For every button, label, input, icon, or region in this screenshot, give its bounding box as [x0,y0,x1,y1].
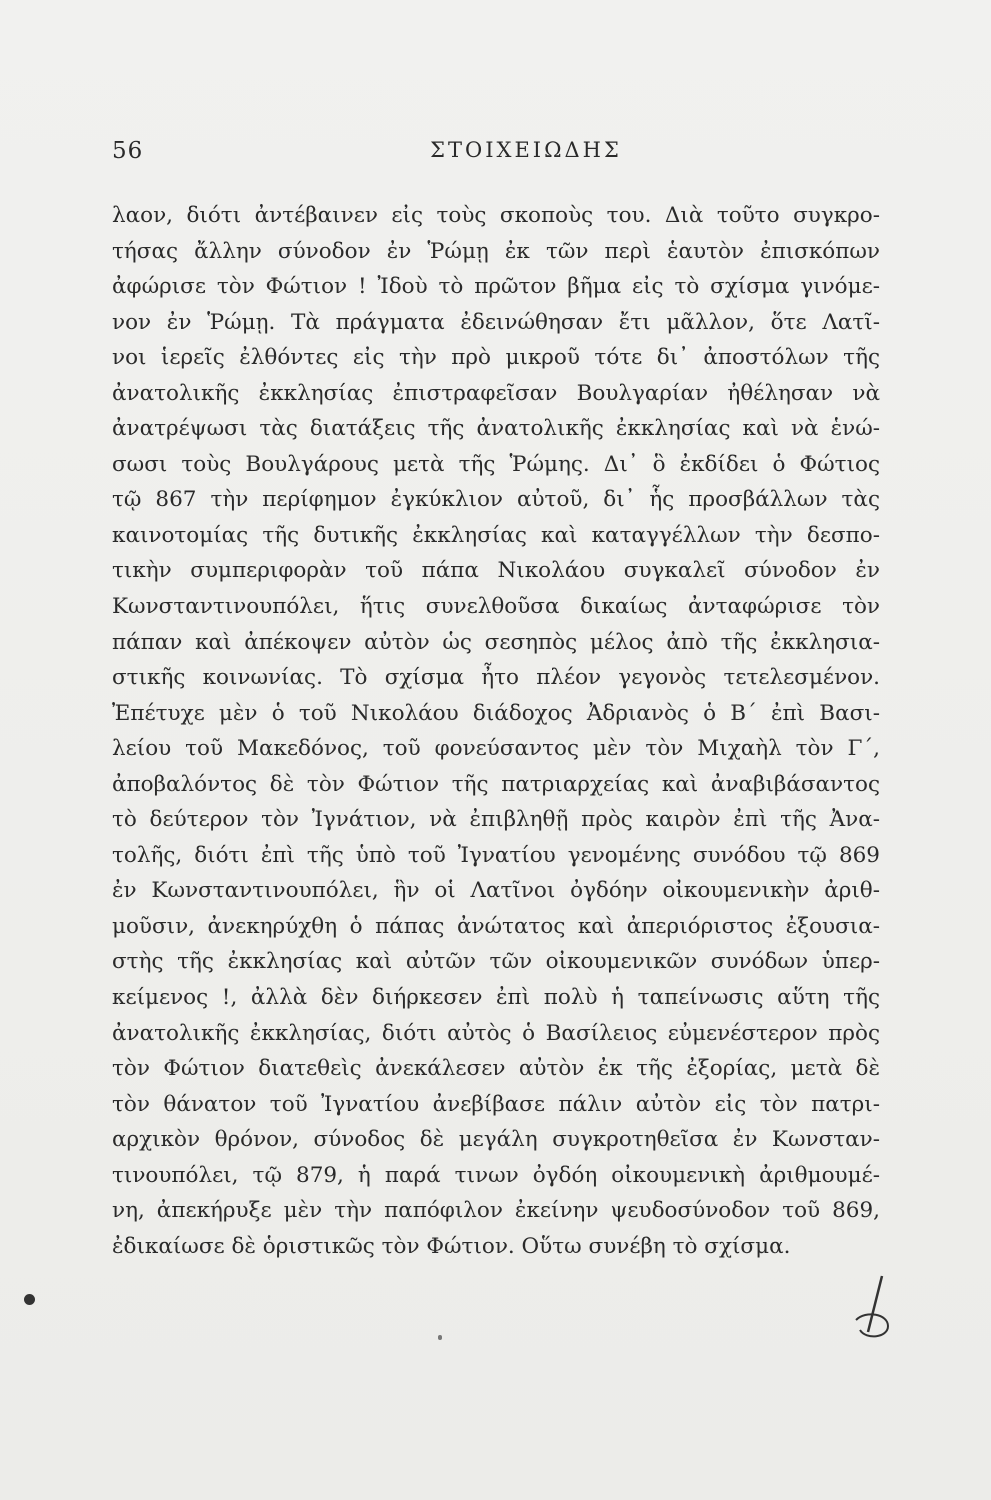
text-line: στικῆς κοινωνίας. Τὸ σχίσμα ἦτο πλέον γεγονὸς τετελεσμένον. [112,665,880,691]
stray-mark [438,1335,442,1340]
text-line: στὴς τῆς ἐκκλησίας καὶ αὐτῶν τῶν οἰκουμενικῶν συνόδων ὑπερ- [112,949,880,975]
text-line: Ἐπέτυχε μὲν ὁ τοῦ Νικολάου διάδοχος Ἀδριανὸς ὁ Β΄ ἐπὶ Βασι- [112,700,880,726]
text-line: ἀποβαλόντος δὲ τὸν Φώτιον τῆς πατριαρχείας καὶ ἀναβιβάσαντος [112,771,880,797]
text-line: νον ἐν Ῥώμῃ. Τὰ πράγματα ἐδεινώθησαν ἔτι μᾶλλον, ὅτε Λατῖ- [112,309,880,335]
text-line: ἀφώρισε τὸν Φώτιον ! Ἰδοὺ τὸ πρῶτον βῆμα εἰς τὸ σχίσμα γινόμε- [112,274,880,300]
text-line: ἀνατρέψωσι τὰς διατάξεις τῆς ἀνατολικῆς ἐκκλησίας καὶ νὰ ἑνώ- [112,416,880,442]
handwritten-end-mark [848,1272,898,1342]
page-header [112,138,880,174]
text-line: τῷ 867 τὴν περίφημον ἐγκύκλιον αὐτοῦ, δι᾽ ἧς προσβάλλων τὰς [112,487,880,513]
text-line: ἐδικαίωσε δὲ ὁριστικῶς τὸν Φώτιον. Οὕτω συνέβη τὸ σχίσμα. [112,1233,791,1259]
text-line: τήσας ἄλλην σύνοδον ἐν Ῥώμῃ ἐκ τῶν περὶ ἑαυτὸν ἐπισκόπων [112,238,880,264]
text-line: νοι ἱερεῖς ἐλθόντες εἰς τὴν πρὸ μικροῦ τότε δι᾽ ἀποστόλων τῆς [112,345,880,371]
text-line: ἐν Κωνσταντινουπόλει, ἣν οἱ Λατῖνοι ὀγδόην οἰκουμενικὴν ἀριθ- [112,878,880,904]
text-line: λείου τοῦ Μακεδόνος, τοῦ φονεύσαντος μὲν τὸν Μιχαὴλ τὸν Γ΄, [112,736,880,762]
text-line: τινουπόλει, τῷ 879, ἡ παρά τινων ὀγδόη οἰκουμενικὴ ἀριθμουμέ- [112,1162,880,1188]
text-line: ἀνατολικῆς ἐκκλησίας ἐπιστραφεῖσαν Βουλγαρίαν ἠθέλησαν νὰ [112,380,880,406]
text-line: νη, ἀπεκήρυξε μὲν τὴν παπόφιλον ἐκείνην ψευδοσύνοδον τοῦ 869, [112,1198,880,1224]
text-line: πάπαν καὶ ἀπέκοψεν αὐτὸν ὡς σεσηπὸς μέλος ἀπὸ τῆς ἐκκλησια- [112,629,880,655]
page-number: 56 [112,138,144,164]
margin-dot [24,1294,35,1305]
text-line: ἀνατολικῆς ἐκκλησίας, διότι αὐτὸς ὁ Βασίλειος εὐμενέστερον πρὸς [112,1020,880,1046]
text-line: καινοτομίας τῆς δυτικῆς ἐκκλησίας καὶ καταγγέλλων τὴν δεσπο- [112,522,880,548]
text-line: τὸν θάνατον τοῦ Ἰγνατίου ἀνεβίβασε πάλιν αὐτὸν εἰς τὸν πατρι- [112,1091,880,1117]
text-line: τολῆς, διότι ἐπὶ τῆς ὑπὸ τοῦ Ἰγνατίου γενομένης συνόδου τῷ 869 [112,842,880,868]
text-line: αρχικὸν θρόνον, σύνοδος δὲ μεγάλη συγκροτηθεῖσα ἐν Κωνσταν- [112,1127,880,1153]
text-line: Κωνσταντινουπόλει, ἥτις συνελθοῦσα δικαίως ἀνταφώρισε τὸν [112,594,880,620]
text-line: τὸν Φώτιον διατεθεὶς ἀνεκάλεσεν αὐτὸν ἐκ τῆς ἐξορίας, μετὰ δὲ [112,1056,880,1082]
text-line: σωσι τοὺς Βουλγάρους μετὰ τῆς Ῥώμης. Δι᾽ ὃ ἐκδίδει ὁ Φώτιος [112,451,880,477]
text-line: κείμενος !, ἀλλὰ δὲν διήρκεσεν ἐπὶ πολὺ ἡ ταπείνωσις αὕτη τῆς [112,985,880,1011]
text-line: λαον, διότι ἀντέβαινεν εἰς τοὺς σκοποὺς του. Διὰ τοῦτο συγκρο- [112,203,880,228]
text-line: μοῦσιν, ἀνεκηρύχθη ὁ πάπας ἀνώτατος καὶ ἀπεριόριστος ἐξουσια- [112,913,880,939]
text-line: τικὴν συμπεριφορὰν τοῦ πάπα Νικολάου συγκαλεῖ σύνοδον ἐν [112,558,880,584]
text-line: τὸ δεύτερον τὸν Ἰγνάτιον, νὰ ἐπιβληθῇ πρὸς καιρὸν ἐπὶ τῆς Ἀνα- [112,807,880,833]
running-head: ΣΤΟΙΧΕΙΩΔΗΣ [430,138,622,162]
body-text [112,198,880,1264]
